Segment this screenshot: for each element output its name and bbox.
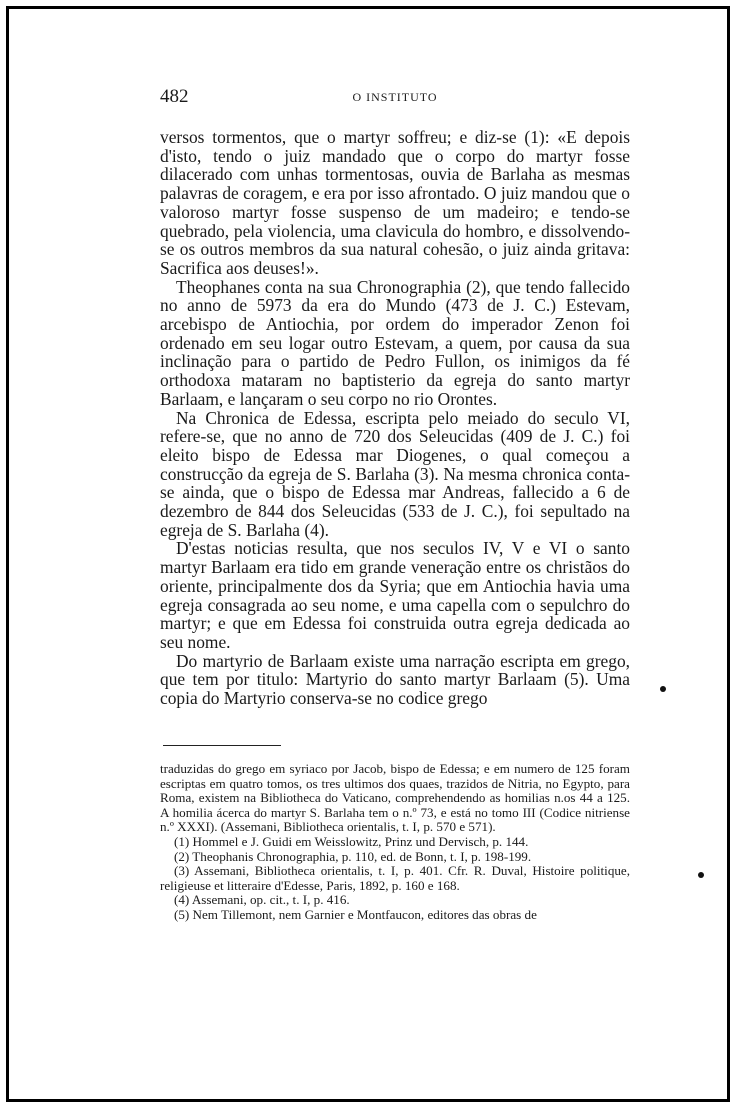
ink-speck xyxy=(660,686,666,692)
footnote: (1) Hommel e J. Guidi em Weisslowitz, Prinz und Dervisch, p. 144. xyxy=(174,833,529,849)
paragraph: D'estas noticias resulta, que nos seculos IV, V e VI o santo martyr Barlaam era tido em grande veneração entre os christãos do oriente, principalmente dos da Syria; que em Antiochia havia uma egreja consagrada ao seu nome, e uma capella com o sepulchro do martyr; e que em Edessa foi construida outra egreja dedicada ao seu nome. xyxy=(160,538,630,652)
ink-speck xyxy=(698,872,704,878)
running-title: O INSTITUTO xyxy=(352,90,438,104)
footnote: (4) Assemani, op. cit., t. I, p. 416. xyxy=(174,892,350,908)
paragraph: Do martyrio de Barlaam existe uma narração escripta em grego, que tem por titulo: Martyrio do santo martyr Barlaam (5). Uma copia do Martyrio conserva-se no codice grego xyxy=(160,650,630,709)
footnote-continuation: traduzidas do grego em syriaco por Jacob, bispo de Edessa; e em numero de 125 foram escriptas em quatro tomos, os tres ultimos dos quaes, trazidos de Nitria, no Egypto, para Roma, existem na Bibliotheca do Vaticano, comprehendendo as homilias n.os 44 a 125. A homilia ácerca do martyr S. Barlaha tem o n.º 73, e está no tomo III (Codice nitriense n.º XXXI). (Assemani, Bibliotheca orientalis, t. I, p. 570 e 571). xyxy=(160,761,630,835)
paragraph: Na Chronica de Edessa, escripta pelo meiado do seculo VI, refere-se, que no anno de 720 dos Seleucidas (409 de J. C.) foi eleito bispo de Edessa mar Diogenes, o qual começou a construcção da egreja de S. Barlaha (3). Na mesma chronica conta-se ainda, que o bispo de Edessa mar Andreas, fallecido a 6 de dezembro de 844 dos Seleucidas (533 de J. C.), foi sepultado na egreja de S. Barlaha (4). xyxy=(160,407,630,540)
footnote-separator xyxy=(163,745,281,746)
page-number: 482 xyxy=(160,86,189,107)
footnote: (5) Nem Tillemont, nem Garnier e Montfaucon, editores das obras de xyxy=(174,906,537,922)
paragraph: versos tormentos, que o martyr soffreu; e diz-se (1): «E depois d'isto, tendo o juiz mandado que o corpo do martyr fosse dilacerado com unhas tormentosas, ouvia de Barlaha as mesmas palavras de coragem, e era por isso afrontado. O juiz mandou que o valoroso martyr fosse suspenso de um madeiro; e tendo-se quebrado, pela violencia, uma clavicula do hombro, e dissolvendo-se os outros membros da sua natural cohesão, o juiz ainda gritava: Sacrifica aos deuses!». xyxy=(160,127,630,278)
footnote: (2) Theophanis Chronographia, p. 110, ed. de Bonn, t. I, p. 198-199. xyxy=(174,848,532,864)
paragraph: Theophanes conta na sua Chronographia (2), que tendo fallecido no anno de 5973 da era do Mundo (473 de J. C.) Estevam, arcebispo de Antiochia, por ordem do imperador Zenon foi ordenado em seu logar outro Estevam, a quem, por causa da sua inclinação para o partido de Pedro Fullon, os inimigos da fé orthodoxa mataram no baptisterio da egreja do santo martyr Barlaam, e lançaram o seu corpo no rio Orontes. xyxy=(160,276,630,409)
footnotes xyxy=(160,762,630,923)
page-header xyxy=(160,86,630,110)
main-text xyxy=(160,128,630,708)
footnote: (3) Assemani, Bibliotheca orientalis, t. I, p. 401. Cfr. R. Duval, Histoire politique, religieuse et litteraire d'Edesse, Paris, 1892, p. 160 e 168. xyxy=(160,863,630,893)
